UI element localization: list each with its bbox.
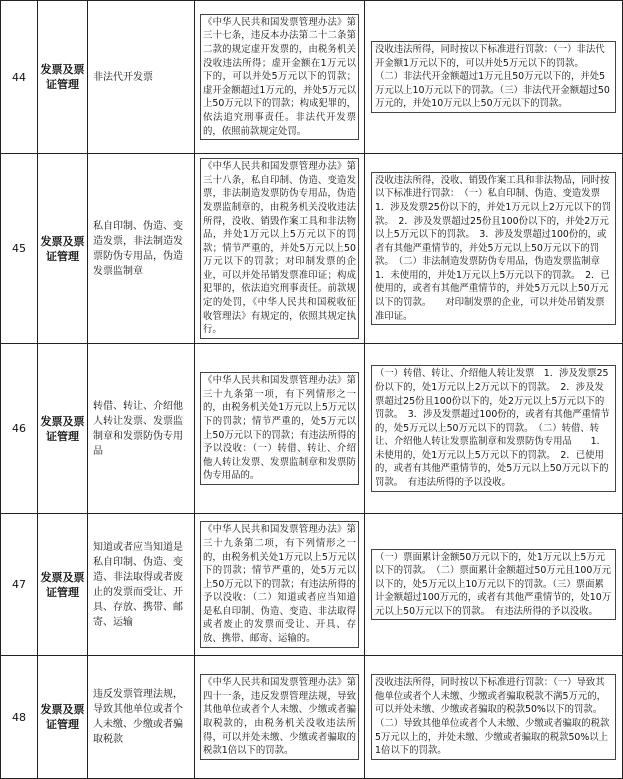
penalty-standard-cell: 没收违法所得，同时按以下标准进行罚款：（一）导致其他单位或者个人未缴、少缴或者骗取税款不满5万元的，可以并处未缴、少缴或者骗取的税款50%以下的罚款。 （二）导致其他单位或者个人未缴、少缴或者骗取的税款5万元以上的，并处未缴、少缴或者骗取的税款50%以上1倍以下的罚款。 [364, 656, 623, 778]
row-number: 47 [0, 514, 37, 655]
legal-basis-cell: 《中华人民共和国发票管理办法》第三十八条，私自印制、伪造、变造发票，非法制造发票防伪专用品，伪造发票监制章的，由税务机关没收违法所得，没收、销毁作案工具和非法物品，并处1万元以上5万元以下的罚款；情节严重的，并处5万元以上50万元以下的罚款；对印制发票的企业，可以并处吊销发票准印证；构成犯罪的，依法追究刑事责任。前款规定的处罚，《中华人民共和国税收征收管理法》有规定的，依照其规定执行。 [194, 154, 364, 343]
table-row [0, 514, 623, 656]
penalty-standard-cell: 没收违法所得，同时按以下标准进行罚款：（一）非法代开金额1万元以下的，可以并处5万元以下的罚款。 （二）非法代开金额超过1万元且50万元以下的，并处5万元以上10万元以下的罚款。（三）非法代开金额超过50万元的，并处10万元以上50万元以下的罚款。 [364, 1, 623, 153]
row-number: 48 [0, 656, 37, 778]
penalty-standard-cell: （一）票面累计金额50万元以下的，处1万元以上5万元以下的罚款。 （二）票面累计金额超过50万元且100万元以下的，处5万元以上10万元以下的罚款。（三）票面累计金额超过100万元的，或者有其他严重情节的，处10万元以上50万元以下的罚款。 有违法所得的予以没收。 [364, 514, 623, 655]
violation-cell: 违反发票管理法规，导致其他单位或者个人未缴、少缴或者骗取税款 [87, 656, 194, 778]
category-cell: 发票及票证管理 [37, 1, 87, 153]
row-number: 44 [0, 1, 37, 153]
table-row [0, 344, 623, 514]
violation-cell: 转借、转让、介绍他人转让发票、发票监制章和发票防伪专用品 [87, 344, 194, 513]
legal-basis-cell: 《中华人民共和国发票管理办法》第三十九条第二项，有下列情形之一的，由税务机关处1万元以上5万元以下的罚款；情节严重的，处5万元以上50万元以下的罚款；有违法所得的予以没收：（二）知道或者应当知道是私自印制、伪造、变造、非法取得或者废止的发票而受让、开具、存放、携带、邮寄、运输的。 [194, 514, 364, 655]
category-cell: 发票及票证管理 [37, 344, 87, 513]
table-row [0, 154, 623, 344]
legal-basis-cell: 《中华人民共和国发票管理办法》第四十一条，违反发票管理法规，导致其他单位或者个人未缴、少缴或者骗取税款的，由税务机关没收违法所得，可以并处未缴、少缴或者骗取的税款1倍以下的罚款。 [194, 656, 364, 778]
violation-cell: 知道或者应当知道是私自印制、伪造、变造、非法取得或者废止的发票而受让、开具、存放、携带、邮寄、运输 [87, 514, 194, 655]
table-row [0, 1, 623, 154]
row-number: 45 [0, 154, 37, 343]
penalty-standard-cell: （一）转借、转让、介绍他人转让发票 1．涉及发票25份以下的，处1万元以上2万元以下的罚款。 2．涉及发票超过25份且100份以下的，处2万元以上5万元以下的罚款。 3．涉及发票超过100份的，或者有其他严重情节的，处5万元以上50万元以下的罚款。 （二）转借、转让、介绍他人转让发票监制章和发票防伪专用品 1．未使用的，处1万元以上5万元以下的罚款。 2．已使用的，或者有其他严重情节的，处5万元以上50万元以下的罚款。 有违法所得的予以没收。 [364, 344, 623, 513]
violation-cell: 私自印制、伪造、变造发票，非法制造发票防伪专用品，伪造发票监制章 [87, 154, 194, 343]
category-cell: 发票及票证管理 [37, 656, 87, 778]
category-cell: 发票及票证管理 [37, 514, 87, 655]
legal-basis-cell: 《中华人民共和国发票管理办法》第三十七条，违反本办法第二十二条第二款的规定虚开发票的，由税务机关没收违法所得；虚开金额在1万元以下的，可以并处5万元以下的罚款；虚开金额超过1万元的，并处5万元以上50万元以下的罚款；构成犯罪的，依法追究刑事责任。非法代开发票的，依照前款规定处罚。 [194, 1, 364, 153]
penalty-standard-cell: 没收违法所得，没收、销毁作案工具和非法物品，同时按以下标准进行罚款： （一）私自印制、伪造、变造发票 1．涉及发票25份以下的，并处1万元以上2万元以下的罚款。 2．涉及发票超过25份且100份以下的，并处2万元以上5万元以下的罚款。 3．涉及发票超过100份的，或者有其他严重情节的，并处5万元以上50万元以下的罚款。 （二）非法制造发票防伪专用品，伪造发票监制章 1．未使用的，并处1万元以上5万元以下的罚款。 2．已使用的，或者有其他严重情节的，并处5万元以上50万元以下的罚款。 对印制发票的企业，可以并处吊销发票准印证。 [364, 154, 623, 343]
violation-cell: 非法代开发票 [87, 1, 194, 153]
table-row [0, 656, 623, 779]
category-cell: 发票及票证管理 [37, 154, 87, 343]
row-number: 46 [0, 344, 37, 513]
legal-basis-cell: 《中华人民共和国发票管理办法》第三十九条第一项，有下列情形之一的，由税务机关处1万元以上5万元以下的罚款；情节严重的，处5万元以上50万元以下的罚款；有违法所得的予以没收：（一）转借、转让、介绍他人转让发票、发票监制章和发票防伪专用品的。 [194, 344, 364, 513]
